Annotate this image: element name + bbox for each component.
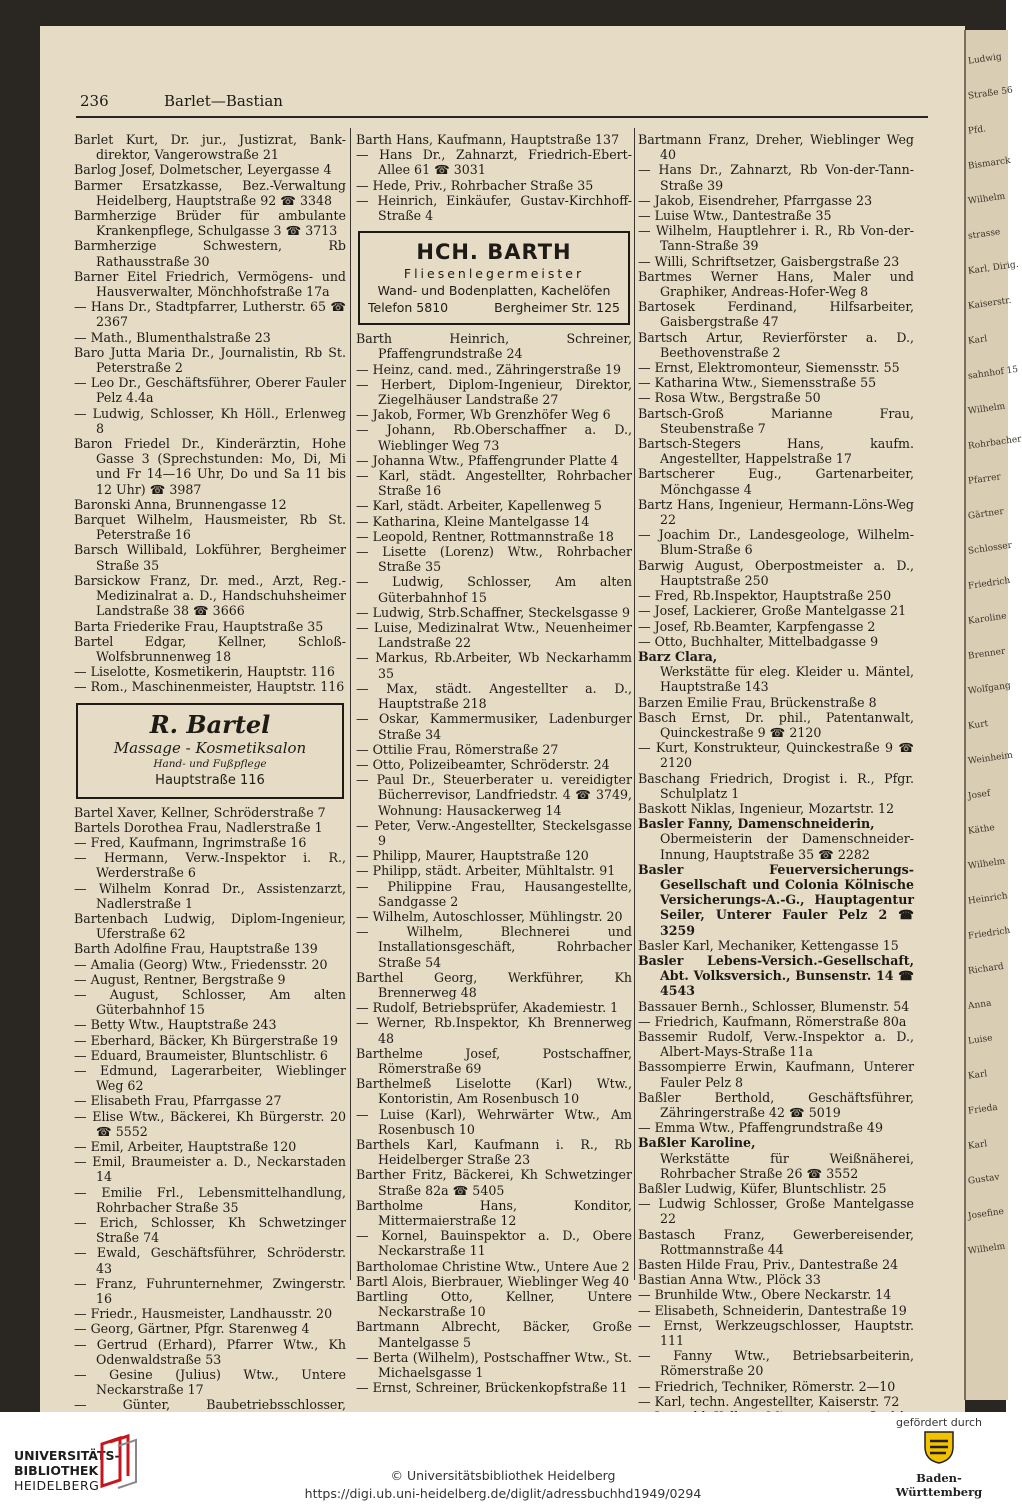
- directory-entry: — Peter, Verw.-Angestellter, Steckelsgasse 9: [356, 817, 632, 848]
- adjacent-page-text: Wilhelm: [967, 401, 1006, 417]
- directory-entry: — Emma Wtw., Pfaffengrundstraße 49: [638, 1120, 883, 1136]
- adjacent-page-text: Heinrich: [967, 891, 1009, 907]
- directory-entry: — Karl, städt. Angestellter, Rohrbacher Straße 16: [356, 468, 632, 499]
- directory-entry: Bassemir Rudolf, Verw.-Inspektor a. D., Albert-Mays-Straße 11a: [638, 1028, 914, 1060]
- directory-entry: — Leo Dr., Geschäftsführer, Oberer Fauler Pelz 4.4a: [74, 375, 346, 406]
- logo-text: BIBLIOTHEK: [14, 1463, 99, 1478]
- directory-entry: — Wilhelm, Autoschlosser, Mühlingstr. 20: [356, 908, 623, 924]
- directory-entry: Werkstätte für Weißnäherei, Rohrbacher Straße 26 ☎ 3552: [660, 1150, 914, 1181]
- directory-entry: — Werner, Rb.Inspektor, Kh Brennerweg 48: [356, 1015, 632, 1046]
- directory-entry: — August, Schlosser, Am alten Güterbahnhof 15: [74, 986, 346, 1018]
- adjacent-page-edge: [964, 30, 1022, 1400]
- ad-line: Massage - Kosmetiksalon: [113, 738, 307, 757]
- sponsor-block: [880, 1416, 998, 1499]
- directory-entry: Barther Fritz, Bäckerei, Kh Schwetzinger Straße 82a ☎ 5405: [356, 1167, 632, 1198]
- page-header: [80, 92, 920, 114]
- directory-entry: — Fred, Kaufmann, Ingrimstraße 16: [74, 834, 307, 850]
- directory-entry: Bartmann Albrecht, Bäcker, Große Mantelgasse 5: [356, 1319, 632, 1350]
- entry-list: [356, 331, 632, 1395]
- directory-entry: Bastian Anna Wtw., Plöck 33: [638, 1272, 821, 1288]
- directory-entry: — Josef, Lackierer, Große Mantelgasse 21: [638, 603, 907, 619]
- directory-entry: — Amalia (Georg) Wtw., Friedensstr. 20: [74, 956, 328, 972]
- coat-of-arms-icon: [922, 1429, 956, 1465]
- directory-entry: Bartenbach Ludwig, Diplom-Ingenieur, Uferstraße 62: [74, 910, 346, 942]
- directory-entry: Barsickow Franz, Dr. med., Arzt, Reg.-Medizinalrat a. D., Handschuhsheimer Landstraße 38 ☎ 3666: [74, 572, 346, 619]
- directory-entry: — Hede, Priv., Rohrbacher Straße 35: [356, 177, 594, 193]
- directory-entry: Bartz Hans, Ingenieur, Hermann-Löns-Weg 22: [638, 496, 914, 528]
- directory-entry: — Fred, Rb.Inspektor, Hauptstraße 250: [638, 588, 892, 604]
- directory-entry: Obermeisterin der Damenschneider-Innung, Hauptstraße 35 ☎ 2282: [660, 831, 914, 862]
- ad-line: Wand- und Bodenplatten, Kachelöfen: [377, 283, 611, 299]
- adjacent-page-text: Josefine: [967, 1206, 1005, 1222]
- directory-entry: Barz Clara,: [638, 648, 718, 664]
- directory-entry: — Friedrich, Kaufmann, Römerstraße 80a: [638, 1013, 907, 1029]
- directory-entry: — Max, städt. Angestellter a. D., Hauptstraße 218: [356, 680, 632, 712]
- directory-entry: — Katharina Wtw., Siemensstraße 55: [638, 375, 877, 391]
- directory-entry: Barquet Wilhelm, Hausmeister, Rb St. Peterstraße 16: [74, 512, 346, 543]
- directory-entry: Barth Adolfine Frau, Hauptstraße 139: [74, 941, 318, 957]
- directory-entry: — Ernst, Elektromonteur, Siemensstr. 55: [638, 360, 900, 376]
- ad-title: HCH. BARTH: [416, 240, 572, 265]
- adjacent-page-text: Frieda: [967, 1102, 999, 1117]
- directory-entry: Barthel Georg, Werkführer, Kh Brennerweg 48: [356, 969, 632, 1000]
- logo-text: HEIDELBERG: [14, 1478, 100, 1493]
- ad-bartel: [76, 703, 344, 799]
- directory-entry: — Franz, Fuhrunternehmer, Zwingerstr. 16: [74, 1275, 346, 1307]
- directory-entry: — Ewald, Geschäftsführer, Schröderstr. 43: [74, 1245, 346, 1276]
- adjacent-page-text: Wolfgang: [967, 680, 1012, 697]
- directory-entry: Bartling Otto, Kellner, Untere Neckarstraße 10: [356, 1289, 632, 1320]
- directory-entry: Bartsch-Stegers Hans, kaufm. Angestellter, Happelstraße 17: [638, 436, 914, 467]
- ad-line: Hand- und Fußpflege: [153, 757, 267, 770]
- adjacent-page-text: Kurt: [967, 719, 989, 732]
- directory-entry: — Philippine Frau, Hausangestellte, Sandgasse 2: [356, 878, 632, 909]
- directory-entry: Bassauer Bernh., Schlosser, Blumenstr. 54: [638, 998, 910, 1014]
- directory-entry: — Ernst, Schreiner, Brückenkopfstraße 11: [356, 1380, 628, 1396]
- directory-entry: Baßler Berthold, Geschäftsführer, Zähringerstraße 42 ☎ 5019: [638, 1089, 914, 1120]
- ad-contact: [364, 299, 624, 317]
- directory-entry: — Friedrich, Techniker, Römerstr. 2—10: [638, 1378, 896, 1394]
- directory-entry: — Oskar, Kammermusiker, Ladenburger Straße 34: [356, 711, 632, 742]
- directory-entry: Bassompierre Erwin, Kaufmann, Unterer Fauler Pelz 8: [638, 1059, 914, 1090]
- adjacent-page-text: Schlosser: [967, 540, 1013, 557]
- column-divider: [634, 128, 635, 1280]
- directory-entry: — Willi, Schriftsetzer, Gaisbergstraße 23: [638, 253, 900, 269]
- directory-entry: — Wilhelm, Blechnerei und Installationsgeschäft, Rohrbacher Straße 54: [356, 924, 632, 970]
- directory-entry: — Ernst, Werkzeugschlosser, Hauptstr. 111: [638, 1317, 914, 1349]
- adjacent-page-text: Straße 56: [967, 85, 1014, 102]
- directory-entry: — Heinrich, Einkäufer, Gustav-Kirchhoff-Straße 4: [356, 192, 632, 224]
- directory-entry: Baßler Karoline,: [638, 1135, 756, 1151]
- directory-entry: Basler Feuerversicherungs-Gesellschaft und Colonia Kölnische Versicherungs-A.-G., Hauptagentur Seiler, Unterer Fauler Pelz 2 ☎ 3259: [638, 861, 914, 938]
- logo-text: UNIVERSITÄTS-: [14, 1448, 120, 1463]
- directory-entry: — Georg, Gärtner, Pfgr. Starenweg 4: [74, 1321, 310, 1337]
- copyright-text: © Universitätsbibliothek Heidelberg: [390, 1468, 616, 1483]
- adjacent-page-text: Weinheim: [967, 750, 1014, 767]
- adjacent-page-text: Karoline: [967, 611, 1008, 627]
- directory-entry: — Luise, Medizinalrat Wtw., Neuenheimer Landstraße 22: [356, 620, 632, 651]
- directory-entry: Bartels Dorothea Frau, Nadlerstraße 1: [74, 819, 323, 835]
- entry-list: [356, 132, 632, 223]
- directory-entry: Barthelme Josef, Postschaffner, Römerstraße 69: [356, 1045, 632, 1076]
- directory-entry: Barmer Ersatzkasse, Bez.-Verwaltung Heidelberg, Hauptstraße 92 ☎ 3348: [74, 177, 346, 208]
- directory-entry: — Friedr., Hausmeister, Landhausstr. 20: [74, 1306, 333, 1322]
- directory-entry: Baschang Friedrich, Drogist i. R., Pfgr. Schulplatz 1: [638, 770, 914, 801]
- adjacent-page-text: Josef: [967, 788, 991, 802]
- directory-entry: Bartholme Hans, Konditor, Mittermaierstraße 12: [356, 1197, 632, 1228]
- directory-entry: — Berta (Wilhelm), Postschaffner Wtw., St. Michaelsgasse 1: [356, 1349, 632, 1381]
- entry-list: [74, 132, 346, 695]
- directory-entry: — Hans Dr., Stadtpfarrer, Lutherstr. 65 ☎ 2367: [74, 299, 346, 330]
- directory-entry: — Kornel, Bauinspektor a. D., Obere Neckarstraße 11: [356, 1228, 632, 1259]
- adjacent-page-text: Pfd.: [967, 124, 987, 137]
- adjacent-page-text: Wilhelm: [967, 1241, 1006, 1257]
- directory-entry: — Lisette (Lorenz) Wtw., Rohrbacher Straße 35: [356, 544, 632, 575]
- directory-entry: — Günter, Baubetriebsschlosser,: [74, 1397, 346, 1413]
- directory-entry: Bastasch Franz, Gewerbereisender, Rottmannstraße 44: [638, 1226, 914, 1257]
- directory-entry: — Herbert, Diplom-Ingenieur, Direktor, Ziegelhäuser Landstraße 27: [356, 376, 632, 408]
- directory-entry: Barner Eitel Friedrich, Vermögens- und Hausverwalter, Mönchhofstraße 17a: [74, 268, 346, 300]
- directory-entry: — Emil, Arbeiter, Hauptstraße 120: [74, 1138, 297, 1154]
- directory-entry: Bartholomae Christine Wtw., Untere Aue 2: [356, 1258, 630, 1274]
- directory-entry: — Katharina, Kleine Mantelgasse 14: [356, 513, 590, 529]
- directory-entry: — Paul Dr., Steuerberater u. vereidigter Bücherrevisor, Landfriedstr. 4 ☎ 3749, Wohnung: Hausackerweg 14: [356, 772, 632, 818]
- directory-entry: — Kurt, Konstrukteur, Quinckestraße 9 ☎ 2120: [638, 740, 914, 771]
- directory-entry: — Karl, techn. Angestellter, Kaiserstr. 72: [638, 1393, 900, 1409]
- adjacent-page-text: Karl, Dirig.: [967, 259, 1020, 277]
- directory-entry: — Luise (Karl), Wehrwärter Wtw., Am Rosenbusch 10: [356, 1106, 632, 1137]
- directory-entry: Barth Heinrich, Schreiner, Pfaffengrundstraße 24: [356, 331, 632, 362]
- directory-entry: — Brunhilde Wtw., Obere Neckarstr. 14: [638, 1287, 892, 1303]
- directory-entry: — Heinz, cand. med., Zähringerstraße 19: [356, 361, 622, 377]
- directory-entry: — Emilie Frl., Lebensmittelhandlung, Rohrbacher Straße 35: [74, 1184, 346, 1215]
- directory-entry: Baron Friedel Dr., Kinderärztin, Hohe Gasse 3 (Sprechstunden: Mo, Di, Mi und Fr 14—16 Uhr, Do und Sa 11 bis 12 Uhr) ☎ 3987: [74, 436, 346, 497]
- adjacent-page-text: Karl: [967, 1069, 988, 1082]
- header-rule: [76, 116, 928, 118]
- directory-entry: — Markus, Rb.Arbeiter, Wb Neckarhamm 35: [356, 650, 632, 681]
- adjacent-page-text: Pfarrer: [967, 472, 1002, 487]
- adjacent-page-text: Luise: [967, 1033, 994, 1047]
- ad-line: Fliesenlegermeister: [403, 266, 585, 282]
- directory-entry: — Math., Blumenthalstraße 23: [74, 329, 271, 345]
- adjacent-page-text: Wilhelm: [967, 856, 1006, 872]
- directory-entry: — Rom., Maschinenmeister, Hauptstr. 116: [74, 679, 345, 695]
- directory-entry: — Joachim Dr., Landesgeologe, Wilhelm-Blum-Straße 6: [638, 527, 914, 558]
- directory-entry: — Hans Dr., Zahnarzt, Rb Von-der-Tann-Straße 39: [638, 162, 914, 193]
- directory-entry: Barmherzige Brüder für ambulante Krankenpflege, Schulgasse 3 ☎ 3713: [74, 208, 346, 239]
- directory-entry: Bartmes Werner Hans, Maler und Graphiker, Andreas-Hofer-Weg 8: [638, 268, 914, 300]
- directory-entry: Barwig August, Oberpostmeister a. D., Hauptstraße 250: [638, 557, 914, 588]
- adjacent-page-text: Richard: [967, 961, 1005, 977]
- directory-entry: Basler Fanny, Damenschneiderin,: [638, 816, 875, 832]
- adjacent-page-text: sahnhof 15: [967, 364, 1019, 382]
- directory-entry: — Elise Wtw., Bäckerei, Kh Bürgerstr. 20 ☎ 5552: [74, 1108, 346, 1139]
- directory-entry: — Wilhelm Konrad Dr., Assistenzarzt, Nadlerstraße 1: [74, 880, 346, 911]
- adjacent-page-text: Karl: [967, 1139, 988, 1152]
- adjacent-page-text: Friedrich: [967, 575, 1011, 592]
- column-1: [74, 132, 346, 1428]
- page-title: Barlet—Bastian: [164, 92, 283, 110]
- adjacent-page-text: Gustav: [967, 1172, 1001, 1187]
- directory-entry: — Hermann, Verw.-Inspektor i. R., Werderstraße 6: [74, 850, 346, 881]
- adjacent-page-text: Wilhelm: [967, 191, 1006, 207]
- directory-entry: — Gesine (Julius) Wtw., Untere Neckarstraße 17: [74, 1367, 346, 1398]
- directory-entry: Baronski Anna, Brunnengasse 12: [74, 496, 287, 512]
- directory-entry: Baßler Ludwig, Küfer, Bluntschlistr. 25: [638, 1181, 887, 1197]
- directory-entry: Bartsch Artur, Revierförster a. D., Beethovenstraße 2: [638, 329, 914, 360]
- adjacent-page-text: Kaiserstr.: [967, 295, 1013, 312]
- column-divider: [350, 128, 351, 1280]
- directory-entry: Bartsch-Groß Marianne Frau, Steubenstraße 7: [638, 405, 914, 436]
- column-3: [638, 132, 914, 1424]
- adjacent-page-text: Rohrbacher: [967, 434, 1022, 452]
- directory-entry: Baro Jutta Maria Dr., Journalistin, Rb St. Peterstraße 2: [74, 344, 346, 376]
- directory-entry: Bartel Edgar, Kellner, Schloß-Wolfsbrunnenweg 18: [74, 633, 346, 664]
- entry-list: [74, 805, 346, 1428]
- directory-entry: Basler Karl, Mechaniker, Kettengasse 15: [638, 937, 899, 953]
- directory-entry: — Jakob, Eisendreher, Pfarrgasse 23: [638, 192, 873, 208]
- directory-entry: — Philipp, Maurer, Hauptstraße 120: [356, 848, 589, 864]
- directory-entry: Basch Ernst, Dr. phil., Patentanwalt, Quinckestraße 9 ☎ 2120: [638, 709, 914, 740]
- directory-entry: — Betty Wtw., Hauptstraße 243: [74, 1017, 277, 1033]
- column-2: [356, 132, 632, 1395]
- directory-entry: — Ottilie Frau, Römerstraße 27: [356, 741, 559, 757]
- directory-entry: — Otto, Polizeibeamter, Schröderstr. 24: [356, 756, 610, 772]
- directory-entry: — Ludwig, Schlosser, Kh Höll., Erlenweg 8: [74, 405, 346, 436]
- directory-entry: — Elisabeth Frau, Pfarrgasse 27: [74, 1093, 282, 1109]
- directory-entry: — Wilhelm, Hauptlehrer i. R., Rb Von-der-Tann-Straße 39: [638, 223, 914, 254]
- adjacent-page-text: strasse: [967, 227, 1001, 242]
- directory-entry: — Ludwig Schlosser, Große Mantelgasse 22: [638, 1196, 914, 1227]
- directory-entry: — Otto, Buchhalter, Mittelbadgasse 9: [638, 633, 879, 649]
- adjacent-page-text: Ludwig: [967, 52, 1003, 67]
- directory-entry: Baskott Niklas, Ingenieur, Mozartstr. 12: [638, 800, 895, 816]
- directory-entry: — Emil, Braumeister a. D., Neckarstaden 14: [74, 1154, 346, 1185]
- permalink[interactable]: https://digi.ub.uni-heidelberg.de/diglit/adressbuchhd1949/0294: [304, 1486, 702, 1501]
- directory-entry: — Leopold, Rentner, Rottmannstraße 18: [356, 528, 614, 544]
- ad-phone: Telefon 5810: [368, 300, 449, 316]
- directory-entry: — Luise Wtw., Dantestraße 35: [638, 208, 832, 224]
- directory-entry: Bartmann Franz, Dreher, Wieblinger Weg 40: [638, 132, 914, 163]
- directory-entry: Barsch Willibald, Lokführer, Bergheimer Straße 35: [74, 542, 346, 573]
- sponsor-label: gefördert durch: [895, 1416, 983, 1429]
- ad-address: Hauptstraße 116: [155, 772, 265, 788]
- directory-entry: — Jakob, Former, Wb Grenzhöfer Weg 6: [356, 407, 611, 423]
- ad-title: R. Bartel: [149, 709, 271, 739]
- adjacent-page-text: Käthe: [967, 823, 996, 837]
- adjacent-page-text: Gärtner: [967, 506, 1005, 522]
- directory-entry: Bartosek Ferdinand, Hilfsarbeiter, Gaisbergstraße 47: [638, 299, 914, 330]
- directory-entry: — Rosa Wtw., Bergstraße 50: [638, 390, 821, 406]
- adjacent-page-text: Karl: [967, 334, 988, 347]
- adjacent-page-text: Friedrich: [967, 925, 1011, 942]
- directory-entry: Barlet Kurt, Dr. jur., Justizrat, Bank-direktor, Vangerowstraße 21: [74, 132, 346, 163]
- entry-list: [638, 132, 914, 1424]
- sponsor-name: Baden-Württemberg: [895, 1471, 983, 1499]
- directory-entry: — Karl, städt. Arbeiter, Kapellenweg 5: [356, 498, 602, 514]
- directory-entry: — Elisabeth, Schneiderin, Dantestraße 19: [638, 1302, 907, 1318]
- directory-entry: — Ludwig, Strb.Schaffner, Steckelsgasse 9: [356, 604, 630, 620]
- directory-entry: — Gertrud (Erhard), Pfarrer Wtw., Kh Odenwaldstraße 53: [74, 1336, 346, 1367]
- directory-entry: Basler Lebens-Versich.-Gesellschaft, Abt. Volksversich., Bunsenstr. 14 ☎ 4543: [638, 952, 914, 999]
- directory-entry: Barzen Emilie Frau, Brückenstraße 8: [638, 694, 877, 710]
- directory-entry: — Liselotte, Kosmetikerin, Hauptstr. 116: [74, 664, 335, 680]
- directory-entry: Barth Hans, Kaufmann, Hauptstraße 137: [356, 132, 620, 147]
- directory-entry: — Fanny Wtw., Betriebsarbeiterin, Römerstraße 20: [638, 1348, 914, 1379]
- adjacent-page-text: Brenner: [967, 646, 1006, 662]
- directory-entry: Barthelmeß Liselotte (Karl) Wtw., Kontoristin, Am Rosenbusch 10: [356, 1076, 632, 1107]
- ad-barth: [358, 231, 630, 325]
- directory-entry: — Johanna Wtw., Pfaffengrunder Platte 4: [356, 452, 619, 468]
- directory-entry: — August, Rentner, Bergstraße 9: [74, 971, 286, 987]
- directory-entry: — Eberhard, Bäcker, Kh Bürgerstraße 19: [74, 1032, 338, 1048]
- directory-entry: Bartscherer Eug., Gartenarbeiter, Mönchgasse 4: [638, 466, 914, 497]
- directory-entry: Barlog Josef, Dolmetscher, Leyergasse 4: [74, 162, 332, 178]
- directory-entry: — Ludwig, Schlosser, Am alten Güterbahnhof 15: [356, 574, 632, 605]
- adjacent-page-text: Anna: [967, 998, 993, 1012]
- directory-entry: Barthels Karl, Kaufmann i. R., Rb Heidelberger Straße 23: [356, 1136, 632, 1168]
- directory-entry: — Josef, Rb.Beamter, Karpfengasse 2: [638, 618, 876, 634]
- page-number: 236: [80, 92, 109, 110]
- directory-entry: — Philipp, städt. Arbeiter, Mühltalstr. 91: [356, 863, 616, 879]
- directory-entry: Werkstätte für eleg. Kleider u. Mäntel, Hauptstraße 143: [660, 664, 914, 695]
- directory-entry: — Rudolf, Betriebsprüfer, Akademiestr. 1: [356, 1000, 619, 1016]
- ad-address: Bergheimer Str. 125: [494, 300, 620, 316]
- directory-entry: Bartl Alois, Bierbrauer, Wieblinger Weg 40: [356, 1273, 630, 1289]
- directory-entry: — Erich, Schlosser, Kh Schwetzinger Straße 74: [74, 1215, 346, 1246]
- directory-entry: — Eduard, Braumeister, Bluntschlistr. 6: [74, 1047, 328, 1063]
- directory-entry: Basten Hilde Frau, Priv., Dantestraße 24: [638, 1257, 899, 1273]
- directory-entry: Barta Friederike Frau, Hauptstraße 35: [74, 618, 324, 634]
- directory-entry: — Edmund, Lagerarbeiter, Wieblinger Weg 62: [74, 1062, 346, 1094]
- directory-entry: — Hans Dr., Zahnarzt, Friedrich-Ebert-Allee 61 ☎ 3031: [356, 147, 632, 178]
- adjacent-page-text: Bismarck: [967, 155, 1012, 172]
- directory-entry: Bartel Xaver, Kellner, Schröderstraße 7: [74, 804, 326, 820]
- directory-entry: — Johann, Rb.Oberschaffner a. D., Wieblinger Weg 73: [356, 422, 632, 453]
- directory-entry: Barmherzige Schwestern, Rb Rathausstraße 30: [74, 238, 346, 269]
